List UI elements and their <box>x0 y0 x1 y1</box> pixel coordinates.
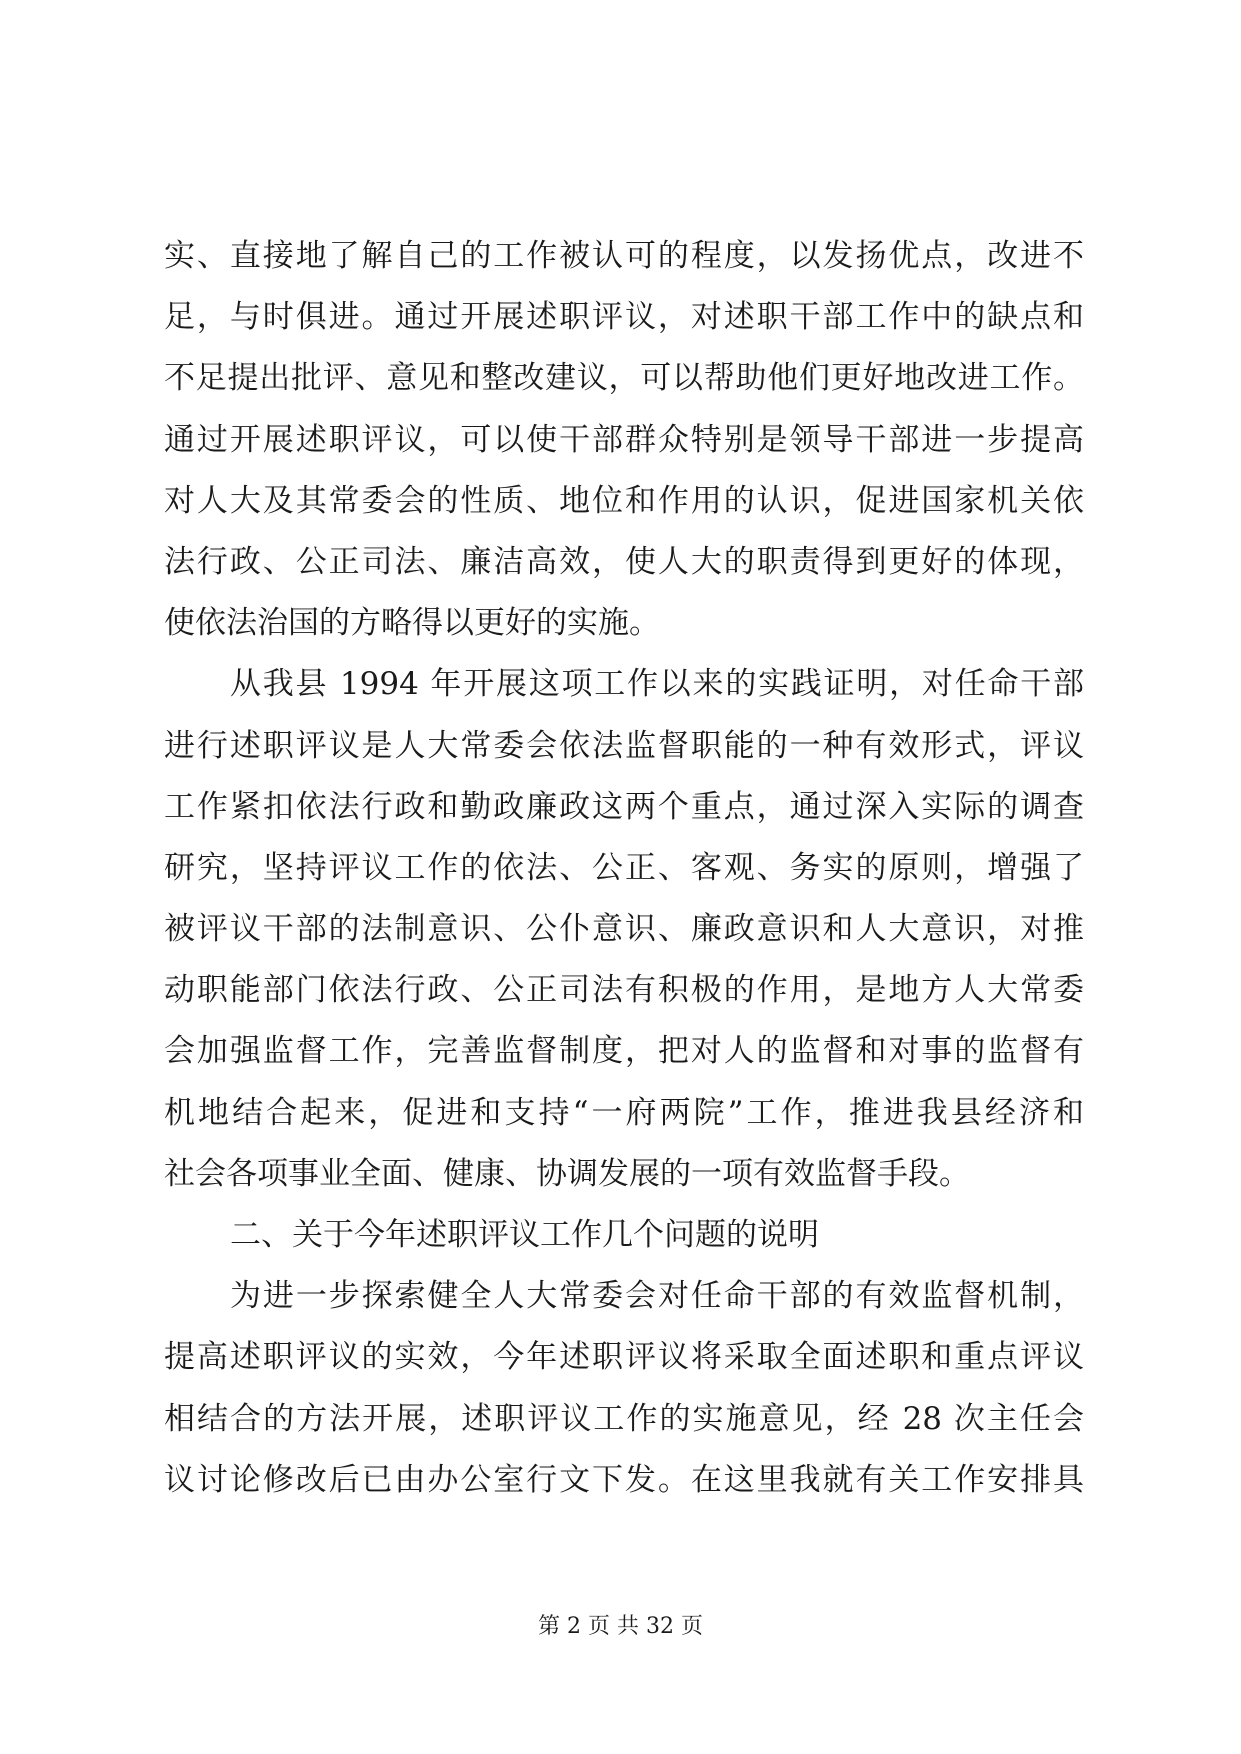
text-line: 进行述职评议是人大常委会依法监督职能的一种有效形式，评议 <box>164 727 1084 764</box>
text-line: 社会各项事业全面、健康、协调发展的一项有效监督手段。 <box>164 1155 970 1192</box>
text-line: 会加强监督工作，完善监督制度，把对人的监督和对事的监督有 <box>164 1033 1084 1070</box>
section-heading: 二、关于今年述职评议工作几个问题的说明 <box>230 1217 819 1253</box>
document-body <box>164 226 1084 1511</box>
text-line: 机地结合起来，促进和支持“一府两院”工作，推进我县经济和 <box>164 1094 1084 1131</box>
text-line: 法行政、公正司法、廉洁高效，使人大的职责得到更好的体现， <box>164 543 1084 580</box>
text-line: 工作紧扣依法行政和勤政廉政这两个重点，通过深入实际的调查 <box>164 788 1084 825</box>
text-line: 议讨论修改后已由办公室行文下发。在这里我就有关工作安排具 <box>164 1461 1084 1498</box>
text-line: 动职能部门依法行政、公正司法有积极的作用，是地方人大常委 <box>164 972 1084 1009</box>
text-line: 为进一步探索健全人大常委会对任命干部的有效监督机制， <box>230 1278 1084 1315</box>
text-line: 使依法治国的方略得以更好的实施。 <box>164 605 660 642</box>
page-number-footer: 第 2 页 共 32 页 <box>538 1614 703 1639</box>
text-line: 研究，坚持评议工作的依法、公正、客观、务实的原则，增强了 <box>164 849 1084 886</box>
text-line: 从我县 1994 年开展这项工作以来的实践证明，对任命干部 <box>230 666 1084 703</box>
text-line: 足，与时俱进。通过开展述职评议，对述职干部工作中的缺点和 <box>164 299 1084 336</box>
text-line: 对人大及其常委会的性质、地位和作用的认识，促进国家机关依 <box>164 482 1084 519</box>
text-line: 相结合的方法开展，述职评议工作的实施意见，经 28 次主任会 <box>164 1400 1084 1437</box>
text-line: 提高述职评议的实效，今年述职评议将采取全面述职和重点评议 <box>164 1339 1084 1376</box>
text-line: 被评议干部的法制意识、公仆意识、廉政意识和人大意识，对推 <box>164 911 1084 948</box>
text-line: 实、直接地了解自己的工作被认可的程度，以发扬优点，改进不 <box>164 238 1084 274</box>
text-line: 不足提出批评、意见和整改建议，可以帮助他们更好地改进工作。 <box>164 360 1084 397</box>
text-line: 通过开展述职评议，可以使干部群众特别是领导干部进一步提高 <box>164 421 1084 458</box>
